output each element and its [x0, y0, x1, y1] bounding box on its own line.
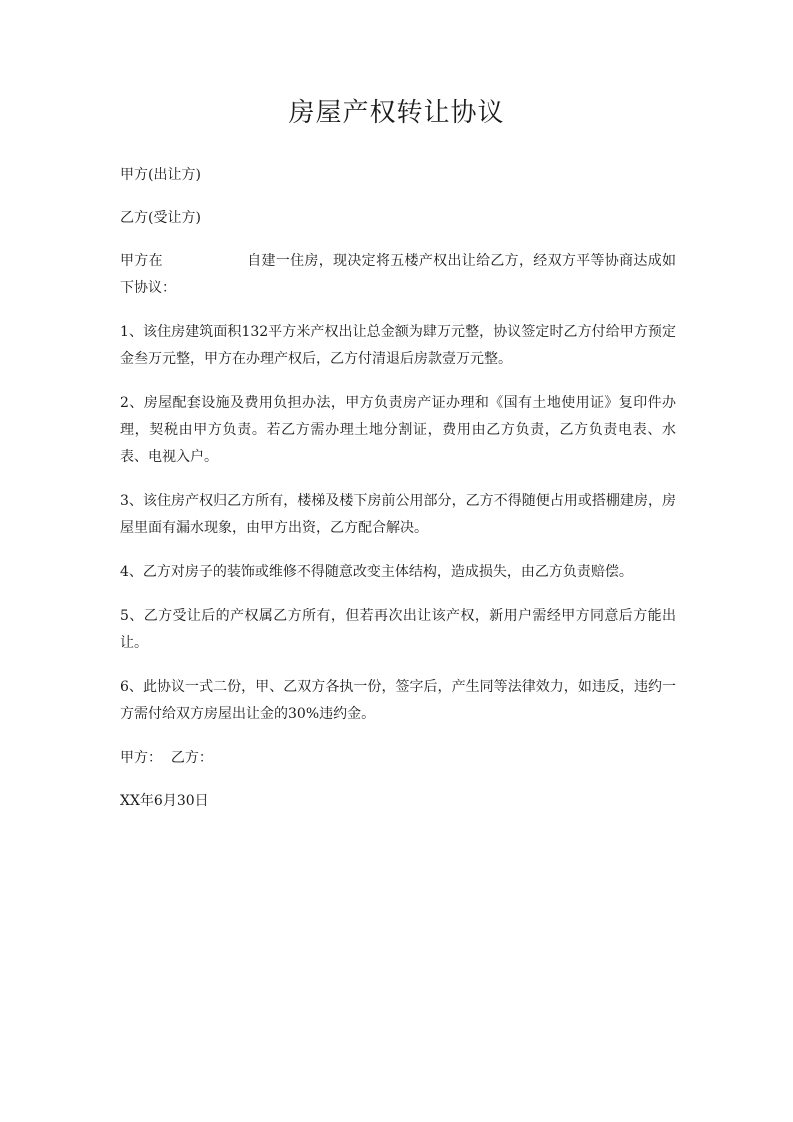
party-b-line: 乙方(受让方)	[120, 210, 201, 226]
signature-line: 甲方： 乙方：	[120, 750, 213, 766]
document-title: 房屋产权转让协议	[288, 98, 505, 128]
clause-6: 6、此协议一式二份，甲、乙双方各执一份，签字后，产生同等法律效力，如违反，违约一方需付给双方房屋出让金的30%违约金。	[120, 679, 676, 722]
party-a-line: 甲方(出让方)	[120, 167, 201, 183]
clause-2: 2、房屋配套设施及费用负担办法，甲方负责房产证办理和《国有土地使用证》复印件办理，契税由甲方负责。若乙方需办理土地分割证，费用由乙方负责，乙方负责电表、水表、电视入户。	[120, 395, 676, 465]
intro-prefix: 甲方在	[120, 253, 163, 269]
date-line: XX年6月30日	[120, 793, 209, 809]
clause-1: 1、该住房建筑面积132平方米产权出让总金额为肆万元整，协议签定时乙方付给甲方预定金叁万元整，甲方在办理产权后，乙方付清退后房款壹万元整。	[120, 324, 676, 367]
intro-text: 自建一住房，现决定将五楼产权出让给乙方，经双方平等协商达成如下协议：	[120, 253, 677, 296]
clause-4: 4、乙方对房子的装饰或维修不得随意改变主体结构，造成损失，由乙方负责赔偿。	[120, 564, 633, 580]
clause-3: 3、该住房产权归乙方所有，楼梯及楼下房前公用部分，乙方不得随便占用或搭棚建房，房屋里面有漏水现象，由甲方出资，乙方配合解决。	[120, 493, 676, 536]
clause-5: 5、乙方受让后的产权属乙方所有，但若再次出让该产权，新用户需经甲方同意后方能出让。	[120, 608, 676, 651]
intro-paragraph	[120, 248, 676, 302]
document-body	[120, 162, 676, 831]
